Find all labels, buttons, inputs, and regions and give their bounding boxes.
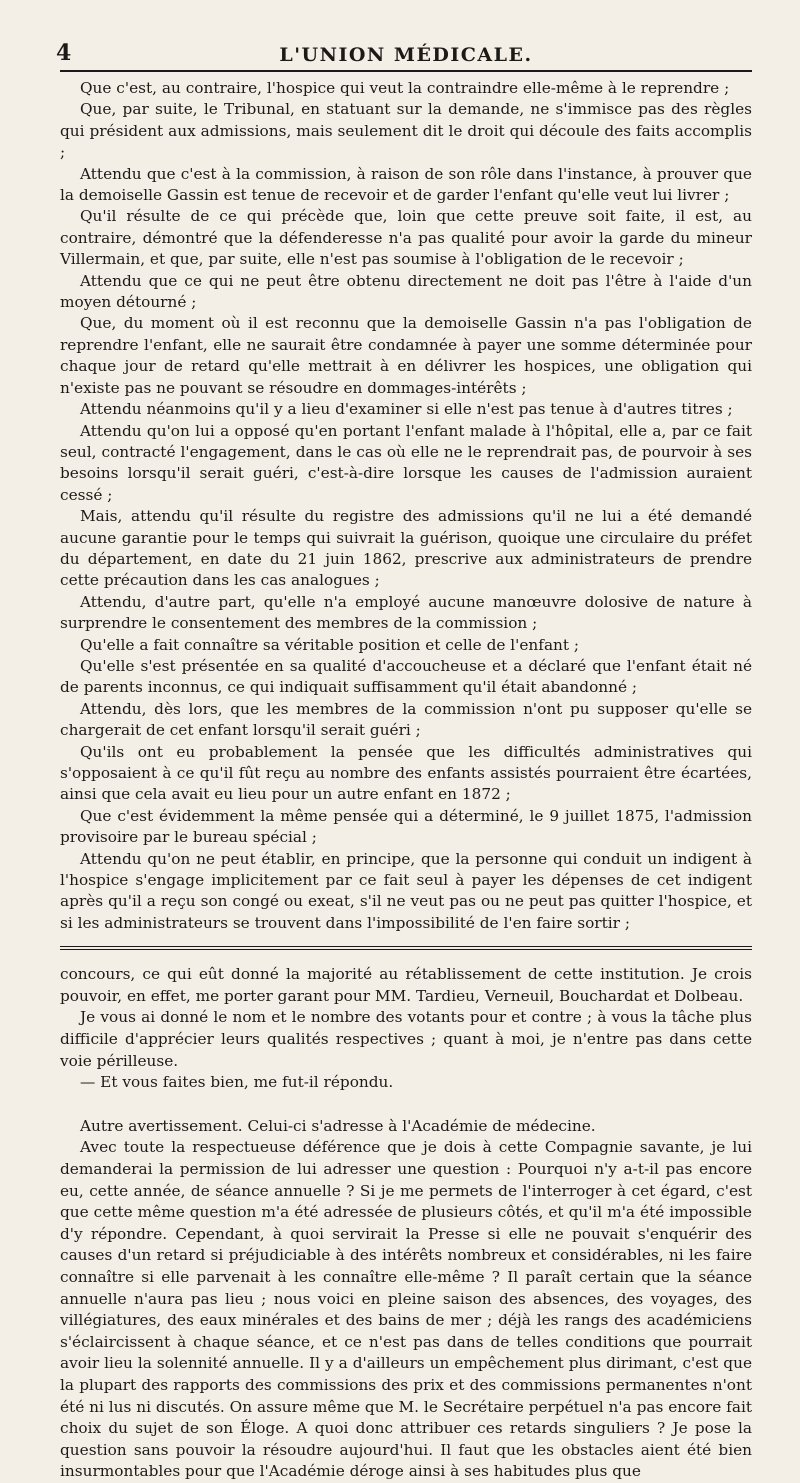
judgment-paragraph: Mais, attendu qu'il résulte du registre des admissions qu'il ne lui a été demandé aucune garantie pour le temps qui suivrait la guérison, quoique une circulaire du préfet du département, en date du 21 juin 1862, prescrive aux administrateurs de prendre cette précaution dans les cas analogues ; — [60, 507, 752, 590]
feuilleton-text — [60, 964, 752, 1094]
judgment-paragraph: Attendu néanmoins qu'il y a lieu d'examiner si elle n'est pas tenue à d'autres titres ; — [80, 400, 733, 419]
judgment-paragraph: Attendu que c'est à la commission, à raison de son rôle dans l'instance, à prouver que la demoiselle Gassin est tenue de recevoir et de garder l'enfant qu'elle veut lui livrer ; — [60, 164, 752, 205]
academy-section-text — [60, 1116, 752, 1483]
feuilleton-paragraph: — Et vous faites bien, me fut-il répondu. — [80, 1073, 394, 1092]
judgment-text — [60, 78, 752, 934]
judgment-paragraph: Attendu, dès lors, que les membres de la commission n'ont pu supposer qu'elle se chargerait de cet enfant lorsqu'il serait guéri ; — [60, 699, 752, 740]
academy-paragraph: Avec toute la respectueuse déférence que je dois à cette Compagnie savante, je lui demanderai la permission de lui adresser une question : Pourquoi n'y a-t-il pas encore eu, cette année, de séance annuelle ? Si je me permets de l'interroger à cet égard, c'est que cette même question m'a été adressée de plusieurs côtés, et qu'il m'a été impossible d'y répondre. Cependant, à quoi servirait la Presse si elle ne pouvait s'enquérir des causes d'un retard si préjudiciable à des intérêts nombreux et considérables, ni les faire connaître si elle parvenait à les connaître elle-même ? Il paraît certain que la séance annuelle n'aura pas lieu ; nous voici en pleine saison des absences, des voyages, des villégiatures, des eaux minérales et des bains de mer ; déjà les rangs des académiciens s'éclaircissent à chaque séance, et ce n'est pas dans de telles conditions que pourrait avoir lieu la solennité annuelle. Il y a d'ailleurs un empêchement plus dirimant, c'est que la plupart des rapports des commissions des prix et des commissions permanentes n'ont été ni lus ni discutés. On assure même que M. le Secrétaire perpétuel n'a pas encore fait choix du sujet de son Éloge. A quoi donc attribuer ces retards singuliers ? Je pose la question sans pouvoir la résoudre aujourd'hui. Il faut que les obstacles aient été bien insurmontables pour que l'Académie déroge ainsi à ses habitudes plus que — [60, 1138, 752, 1481]
judgment-paragraph: Qu'il résulte de ce qui précède que, loin que cette preuve soit faite, il est, au contraire, démontré que la défenderesse n'a pas qualité pour avoir la garde du mineur Villermain, et que, par suite, elle n'est pas soumise à l'obligation de le recevoir ; — [60, 207, 752, 269]
judgment-paragraph: Qu'elle a fait connaître sa véritable position et celle de l'enfant ; — [80, 635, 580, 654]
page-header — [56, 22, 752, 66]
judgment-paragraph: Attendu qu'on lui a opposé qu'en portant l'enfant malade à l'hôpital, elle a, par ce fait seul, contracté l'engagement, dans le cas où elle ne le reprendrait pas, de pourvoir à ses besoins lorsqu'il serait guéri, c'est-à-dire lorsque les causes de l'admission auraient cessé ; — [60, 421, 752, 504]
judgment-paragraph: Que c'est, au contraire, l'hospice qui veut la contraindre elle-même à le reprendre ; — [80, 79, 730, 97]
judgment-paragraph: Qu'ils ont eu probablement la pensée que les difficultés administratives qui s'opposaient à ce qu'il fût reçu au nombre des enfants assistés pourraient être écartées, ainsi que cela avait eu lieu pour un autre enfant en 1872 ; — [60, 742, 752, 804]
judgment-paragraph: Que, par suite, le Tribunal, en statuant sur la demande, ne s'immisce pas des règles qui président aux admissions, mais seulement dit le droit qui découle des faits accomplis ; — [60, 100, 752, 162]
judgment-paragraph: Attendu, d'autre part, qu'elle n'a employé aucune manœuvre dolosive de nature à surprendre le consentement des membres de la commission ; — [60, 592, 752, 633]
running-title: L'UNION MÉDICALE. — [279, 44, 533, 66]
feuilleton-paragraph: concours, ce qui eût donné la majorité au rétablissement de cette institution. Je crois pouvoir, en effet, me porter garant pour MM. Tardieu, Verneuil, Bouchardat et Dolbeau. — [60, 965, 752, 1005]
judgment-paragraph: Attendu qu'on ne peut établir, en principe, que la personne qui conduit un indigent à l'hospice s'engage implicitement par ce fait seul à payer les dépenses de cet indigent après qu'il a reçu son congé ou exeat, s'il ne veut pas ou ne peut pas quitter l'hospice, et si les administrateurs se trouvent dans l'impossibilité de l'en faire sortir ; — [60, 849, 752, 932]
double-rule-divider — [60, 946, 752, 950]
header-rule — [60, 70, 752, 72]
page-number: 4 — [56, 40, 72, 66]
judgment-paragraph: Qu'elle s'est présentée en sa qualité d'accoucheuse et a déclaré que l'enfant était né de parents inconnus, ce qui indiquait suffisamment qu'il était abandonné ; — [60, 656, 752, 697]
feuilleton-paragraph: Je vous ai donné le nom et le nombre des votants pour et contre ; à vous la tâche plus difficile d'apprécier leurs qualités respectives ; quant à moi, je n'entre pas dans cette voie périlleuse. — [60, 1008, 752, 1070]
judgment-paragraph: Que c'est évidemment la même pensée qui a déterminé, le 9 juillet 1875, l'admission provisoire par le bureau spécial ; — [60, 806, 752, 847]
judgment-paragraph: Attendu que ce qui ne peut être obtenu directement ne doit pas l'être à l'aide d'un moyen détourné ; — [60, 271, 752, 312]
section-gap — [60, 1094, 752, 1116]
academy-paragraph: Autre avertissement. Celui-ci s'adresse à l'Académie de médecine. — [80, 1116, 596, 1135]
judgment-paragraph: Que, du moment où il est reconnu que la demoiselle Gassin n'a pas l'obligation de reprendre l'enfant, elle ne saurait être condamnée à payer une somme déterminée pour chaque jour de retard qu'elle mettrait à en délivrer les hospices, une obligation qui n'existe pas ne pouvant se résoudre en dommages-intérêts ; — [60, 314, 752, 397]
